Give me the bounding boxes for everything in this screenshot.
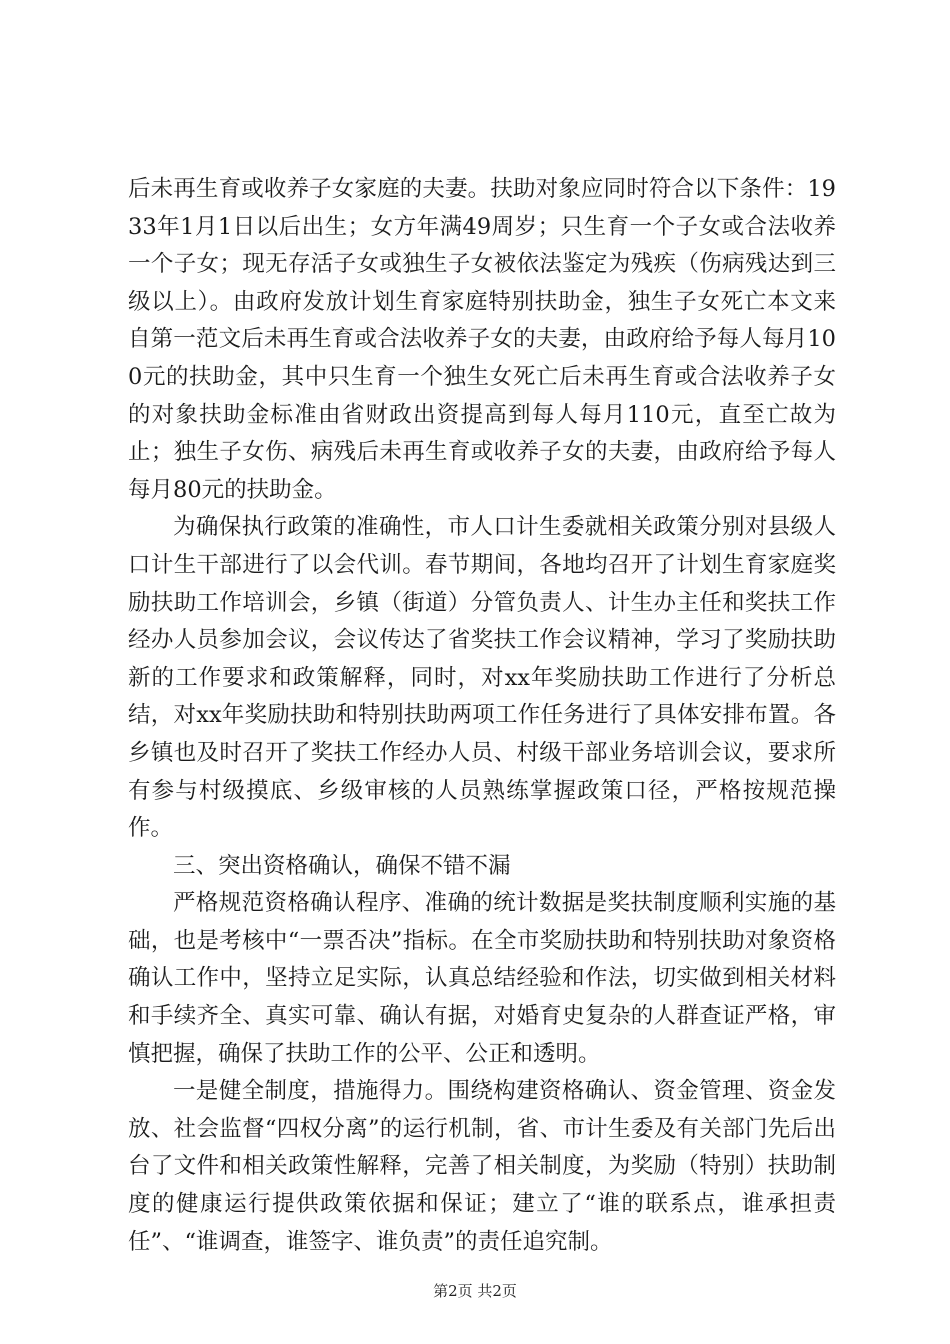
paragraph-2: 为确保执行政策的准确性，市人口计生委就相关政策分别对县级人口计生干部进行了以会代训。春节期间，各地均召开了计划生育家庭奖励扶助工作培训会，乡镇（街道）分管负责人、计生办主任和奖扶工作经办人员参加会议，会议传达了省奖扶工作会议精神，学习了奖励扶助新的工作要求和政策解释，同时，对xx年奖励扶助工作进行了分析总结，对xx年奖励扶助和特别扶助两项工作任务进行了具体安排布置。各乡镇也及时召开了奖扶工作经办人员、村级干部业务培训会议，要求所有参与村级摸底、乡级审核的人员熟练掌握政策口径，严格按规范操作。 [128, 514, 836, 842]
page-footer: 第2页 共2页 [433, 1282, 517, 1300]
paragraph-3: 严格规范资格确认程序、准确的统计数据是奖扶制度顺利实施的基础，也是考核中“一票否决”指标。在全市奖励扶助和特别扶助对象资格确认工作中，坚持立足实际，认真总结经验和作法，切实做到相关材料和手续齐全、真实可靠、确认有据，对婚育史复杂的人群查证严格，审慎把握，确保了扶助工作的公平、公正和透明。 [128, 890, 836, 1067]
paragraph-4: 一是健全制度，措施得力。围绕构建资格确认、资金管理、资金发放、社会监督“四权分离”的运行机制，省、市计生委及有关部门先后出台了文件和相关政策性解释，完善了相关制度，为奖励（特别）扶助制度的健康运行提供政策依据和保证；建立了“谁的联系点，谁承担责任”、“谁调查，谁签字、谁负责”的责任追究制。 [128, 1078, 836, 1255]
paragraph-1: 后未再生育或收养子女家庭的夫妻。扶助对象应同时符合以下条件：1933年1月1日以后出生；女方年满49周岁；只生育一个子女或合法收养一个子女；现无存活子女或独生子女被依法鉴定为残疾（伤病残达到三级以上）。由政府发放计划生育家庭特别扶助金，独生子女死亡本文来自第一范文后未再生育或合法收养子女的夫妻，由政府给予每人每月100元的扶助金，其中只生育一个独生女死亡后未再生育或合法收养子女的对象扶助金标准由省财政出资提高到每人每月110元，直至亡故为止；独生子女伤、病残后未再生育或收养子女的夫妻，由政府给予每人每月80元的扶助金。 [128, 176, 836, 503]
document-body [128, 171, 836, 1261]
section-heading: 三、突出资格确认，确保不错不漏 [173, 852, 511, 879]
